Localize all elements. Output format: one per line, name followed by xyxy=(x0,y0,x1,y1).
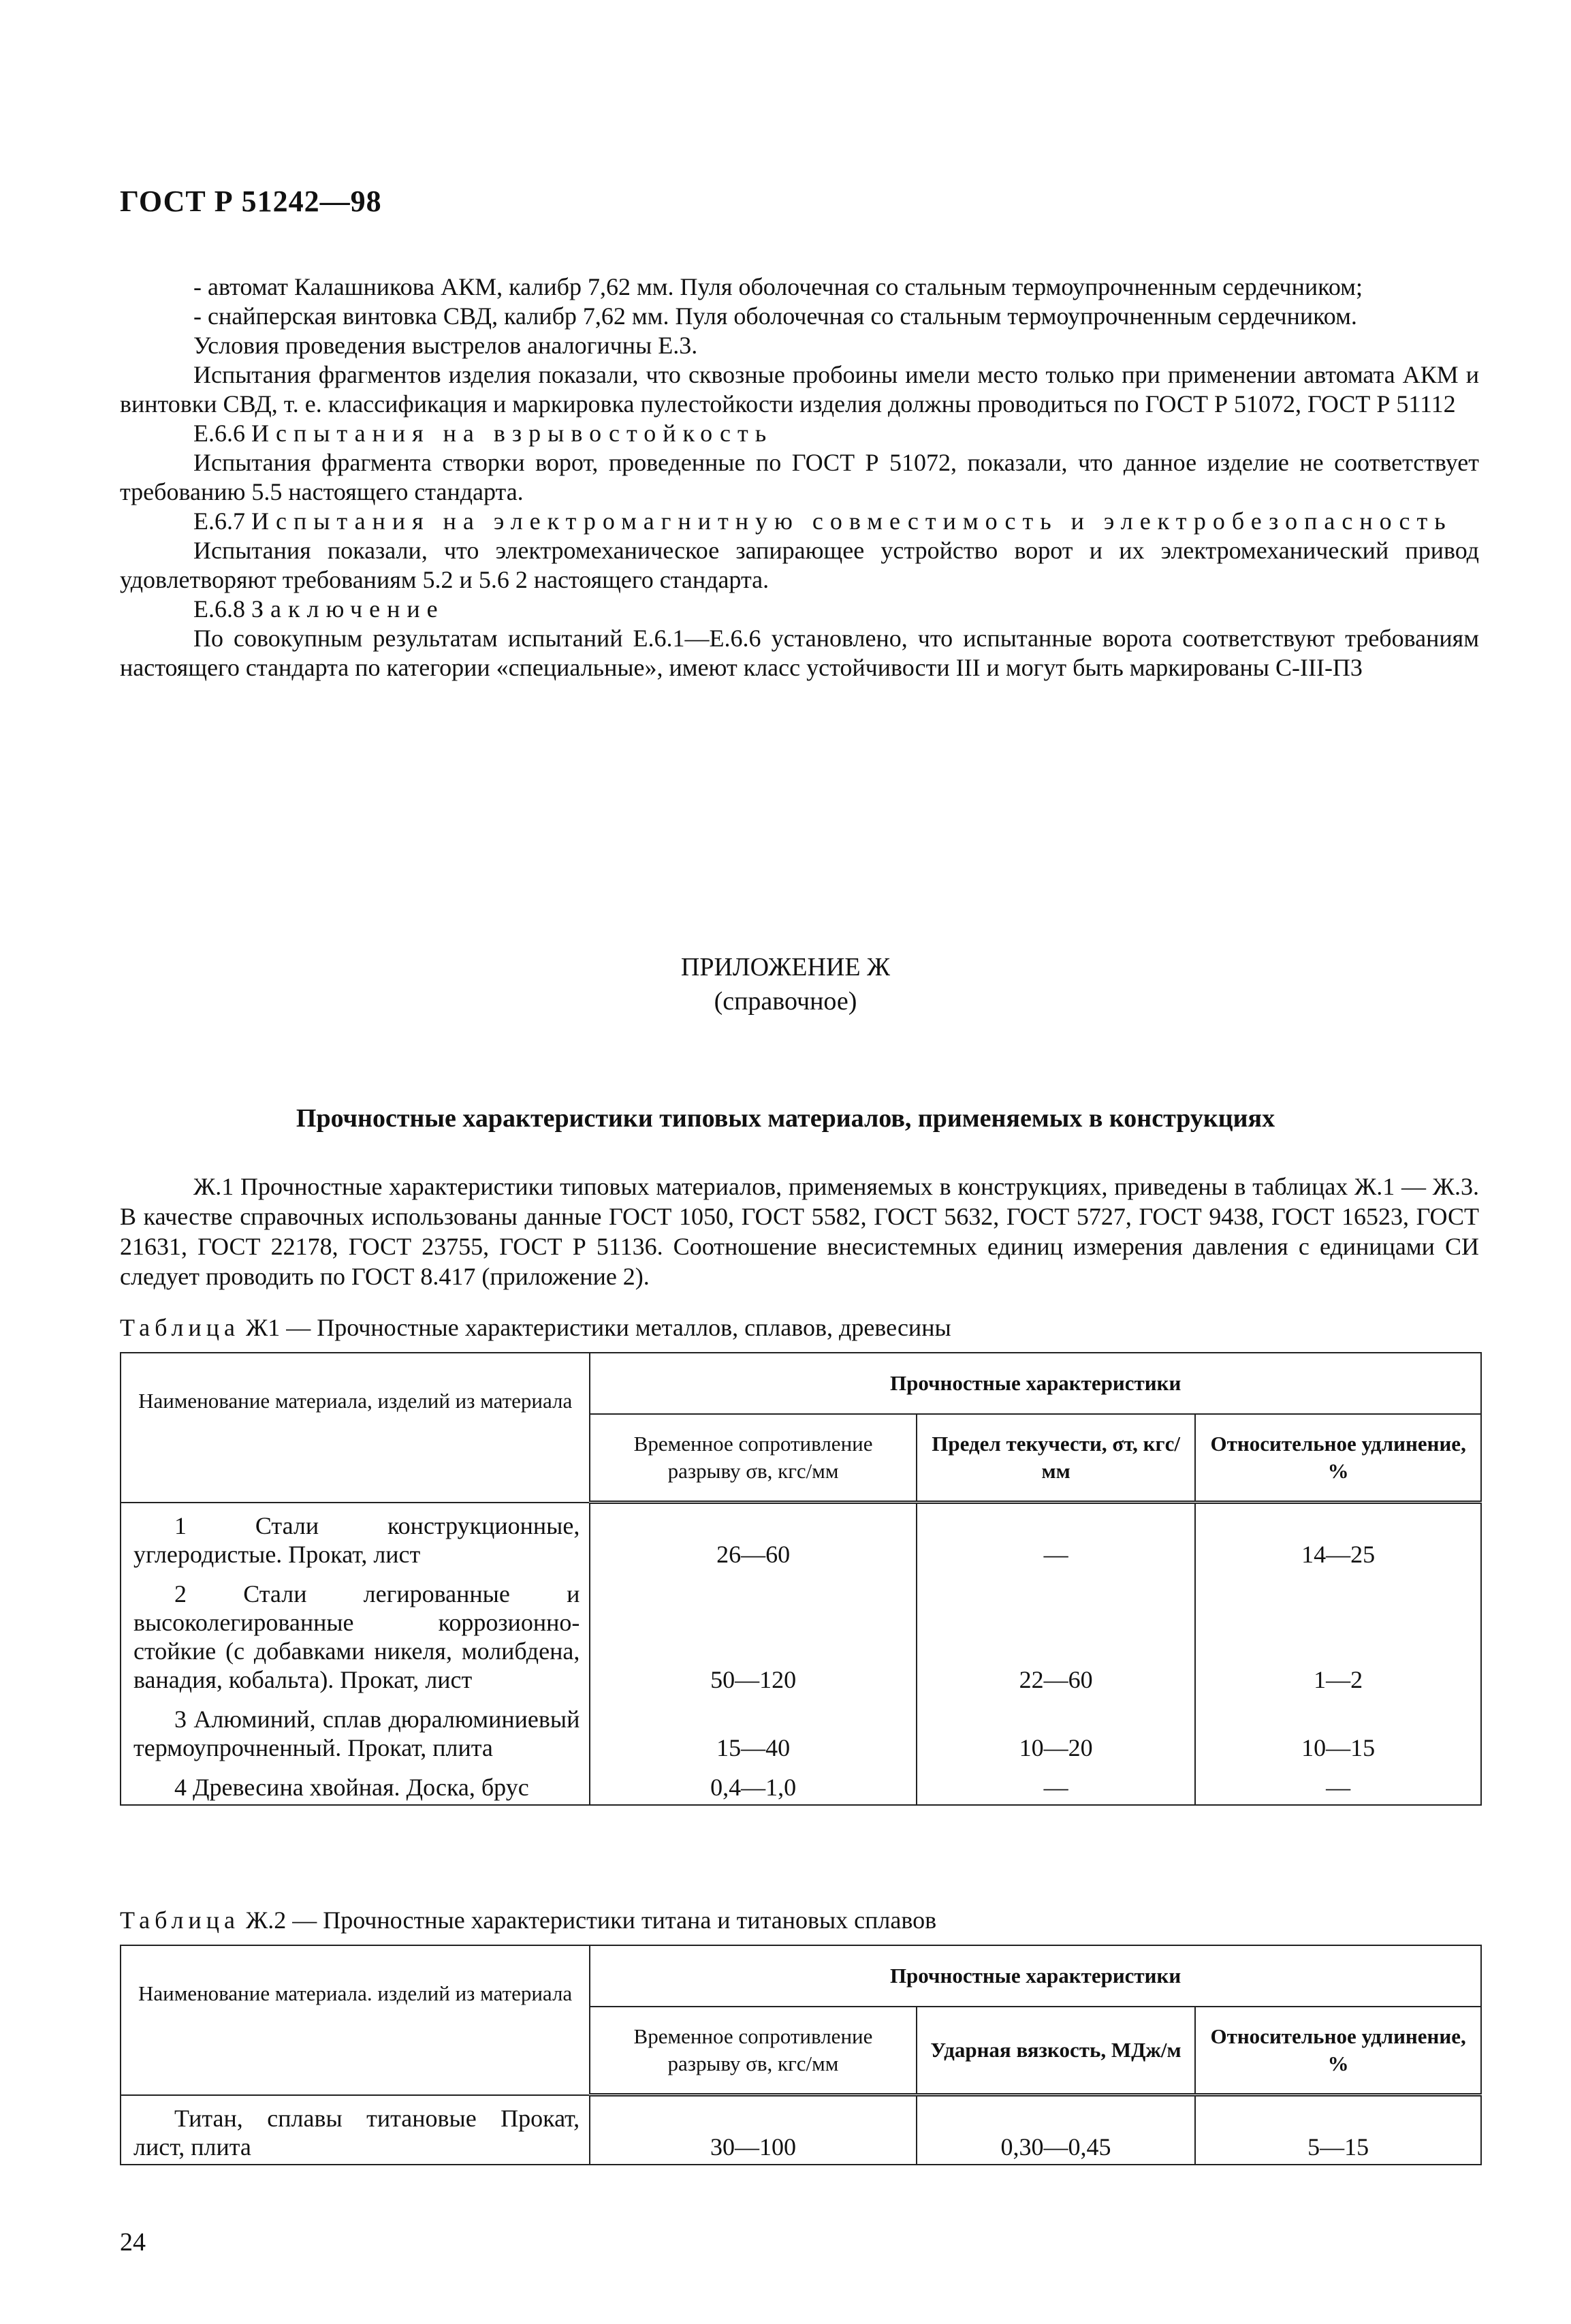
table1-cell-yield: 10—20 xyxy=(917,1697,1196,1765)
table2-header-name: Наименование материала. изделий из материала xyxy=(121,1945,590,2095)
paragraph-results: Испытания фрагментов изделия показали, что сквозные пробоины имели место только при применении автомата АКМ и винтовки СВД, т. е. классификация и маркировка пулестойкости изделия должны проводиться по ГОСТ Р 51072, ГОСТ Р 51112 xyxy=(120,361,1479,418)
table-row xyxy=(121,1571,1481,1697)
paragraph-conclusion: По совокупным результатам испытаний Е.6.1—Е.6.6 установлено, что испытанные ворота соответствуют требованиям настоящего стандарта по категории «специальные», имеют класс устойчивости III и могут быть маркированы С-III-П3 xyxy=(120,625,1479,681)
table-row xyxy=(121,1697,1481,1765)
table1-cell-tensile: 26—60 xyxy=(590,1503,916,1571)
paragraph-svd: - снайперская винтовка СВД, калибр 7,62 мм. Пуля оболочечная со стальным термоупрочненным сердечником. xyxy=(193,302,1357,330)
table1-header-group: Прочностные характеристики xyxy=(590,1353,1481,1414)
table1-cell-name: 2 Стали легированные и высоколегированные коррозионно-стойкие (с добавками никеля, молибдена, ванадия, кобальта). Прокат, лист xyxy=(121,1571,590,1697)
table1-cell-tensile: 15—40 xyxy=(590,1697,916,1765)
table2-header-elongation: Относительное удлинение, % xyxy=(1195,2007,1481,2095)
body-text-block xyxy=(120,272,1479,682)
paragraph-blast: Испытания фрагмента створки ворот, проведенные по ГОСТ Р 51072, показали, что данное изделие не соответствует требованию 5.5 настоящего стандарта. xyxy=(120,449,1479,505)
table2-header-impact: Ударная вязкость, МДж/м xyxy=(917,2007,1196,2095)
table2 xyxy=(120,1945,1482,2165)
table2-caption-text: Ж.2 — Прочностные характеристики титана и титановых сплавов xyxy=(239,1906,937,1934)
table1-cell-elongation: 1—2 xyxy=(1195,1571,1481,1697)
table1-caption-prefix: Таблица xyxy=(120,1314,240,1341)
appendix-heading xyxy=(0,950,1571,1018)
heading-e66-number: Е.6.6 xyxy=(193,420,251,447)
table1-cell-yield: — xyxy=(917,1765,1196,1805)
table1-cell-elongation: — xyxy=(1195,1765,1481,1805)
page-number: 24 xyxy=(120,2228,146,2257)
paragraph-zh1: Ж.1 Прочностные характеристики типовых материалов, применяемых в конструкциях, приведены в таблицах Ж.1 — Ж.3. В качестве справочных использованы данные ГОСТ 1050, ГОСТ 5582, ГОСТ 5632, ГОСТ 5727, ГОСТ 9438, ГОСТ 16523, ГОСТ 21631, ГОСТ 22178, ГОСТ 23755, ГОСТ Р 51136. Соотношение внесистемных единиц измерения давления с единицами СИ следует проводить по ГОСТ 8.417 (приложение 2). xyxy=(120,1173,1479,1290)
table2-header-tensile: Временное сопротивление разрыву σв, кгс/мм xyxy=(590,2007,917,2095)
table1-header-elongation: Относительное удлинение, % xyxy=(1195,1414,1481,1503)
table2-cell-tensile: 30—100 xyxy=(590,2095,917,2165)
paragraph-akm: - автомат Калашникова АКМ, калибр 7,62 мм. Пуля оболочечная со стальным термоупрочненным сердечником; xyxy=(193,273,1363,300)
table1-cell-yield: — xyxy=(917,1503,1196,1571)
heading-e66 xyxy=(120,419,1479,448)
table-row xyxy=(121,1765,1481,1805)
section-title: Прочностные характеристики типовых материалов, применяемых в конструкциях xyxy=(296,1104,1275,1133)
table2-caption-prefix: Таблица xyxy=(120,1906,240,1934)
table2-cell-elongation: 5—15 xyxy=(1195,2095,1481,2165)
table1 xyxy=(120,1352,1482,1806)
table2-cell-impact: 0,30—0,45 xyxy=(917,2095,1196,2165)
table-row xyxy=(121,1503,1481,1571)
paragraph-emc: Испытания показали, что электромеханическое запирающее устройство ворот и их электромеханический привод удовлетворяют требованиям 5.2 и 5.6 2 настоящего стандарта. xyxy=(120,537,1479,593)
table1-cell-name: 1 Стали конструкционные, углеродистые. Прокат, лист xyxy=(121,1503,590,1571)
table1-cell-tensile: 50—120 xyxy=(590,1571,916,1697)
heading-e68-number: Е.6.8 xyxy=(193,595,251,623)
table1-cell-elongation: 14—25 xyxy=(1195,1503,1481,1571)
table-row xyxy=(121,2095,1481,2165)
table1-header-name: Наименование материала, изделий из материала xyxy=(121,1353,590,1503)
table1-header-yield: Предел текучести, σт, кгс/мм xyxy=(917,1414,1196,1503)
table1-cell-elongation: 10—15 xyxy=(1195,1697,1481,1765)
table1-cell-yield: 22—60 xyxy=(917,1571,1196,1697)
heading-e68 xyxy=(120,595,1479,624)
document-header: ГОСТ Р 51242—98 xyxy=(120,185,382,218)
heading-e68-title: Заключение xyxy=(251,595,445,623)
heading-e67-title: Испытания на электромагнитную совместимость и электробезопасность xyxy=(251,507,1453,535)
heading-e67-number: Е.6.7 xyxy=(193,507,251,535)
table1-cell-name: 3 Алюминий, сплав дюралюминиевый термоупрочненный. Прокат, плита xyxy=(121,1697,590,1765)
appendix-title: ПРИЛОЖЕНИЕ Ж xyxy=(680,953,891,982)
appendix-subtitle: (справочное) xyxy=(714,987,857,1016)
table1-caption-text: Ж1 — Прочностные характеристики металлов, сплавов, древесины xyxy=(239,1314,951,1341)
table1-cell-tensile: 0,4—1,0 xyxy=(590,1765,916,1805)
table2-caption xyxy=(120,1906,936,1934)
table1-header-tensile: Временное сопротивление разрыву σв, кгс/мм xyxy=(590,1414,916,1503)
table1-caption xyxy=(120,1313,951,1342)
heading-e67 xyxy=(120,507,1479,536)
table2-header-group: Прочностные характеристики xyxy=(590,1945,1481,2007)
table1-cell-name: 4 Древесина хвойная. Доска, брус xyxy=(121,1765,590,1805)
heading-e66-title: Испытания на взрывостойкость xyxy=(251,420,774,447)
table2-cell-name: Титан, сплавы титановые Прокат, лист, плита xyxy=(121,2095,590,2165)
paragraph-conditions: Условия проведения выстрелов аналогичны Е.3. xyxy=(193,332,698,359)
